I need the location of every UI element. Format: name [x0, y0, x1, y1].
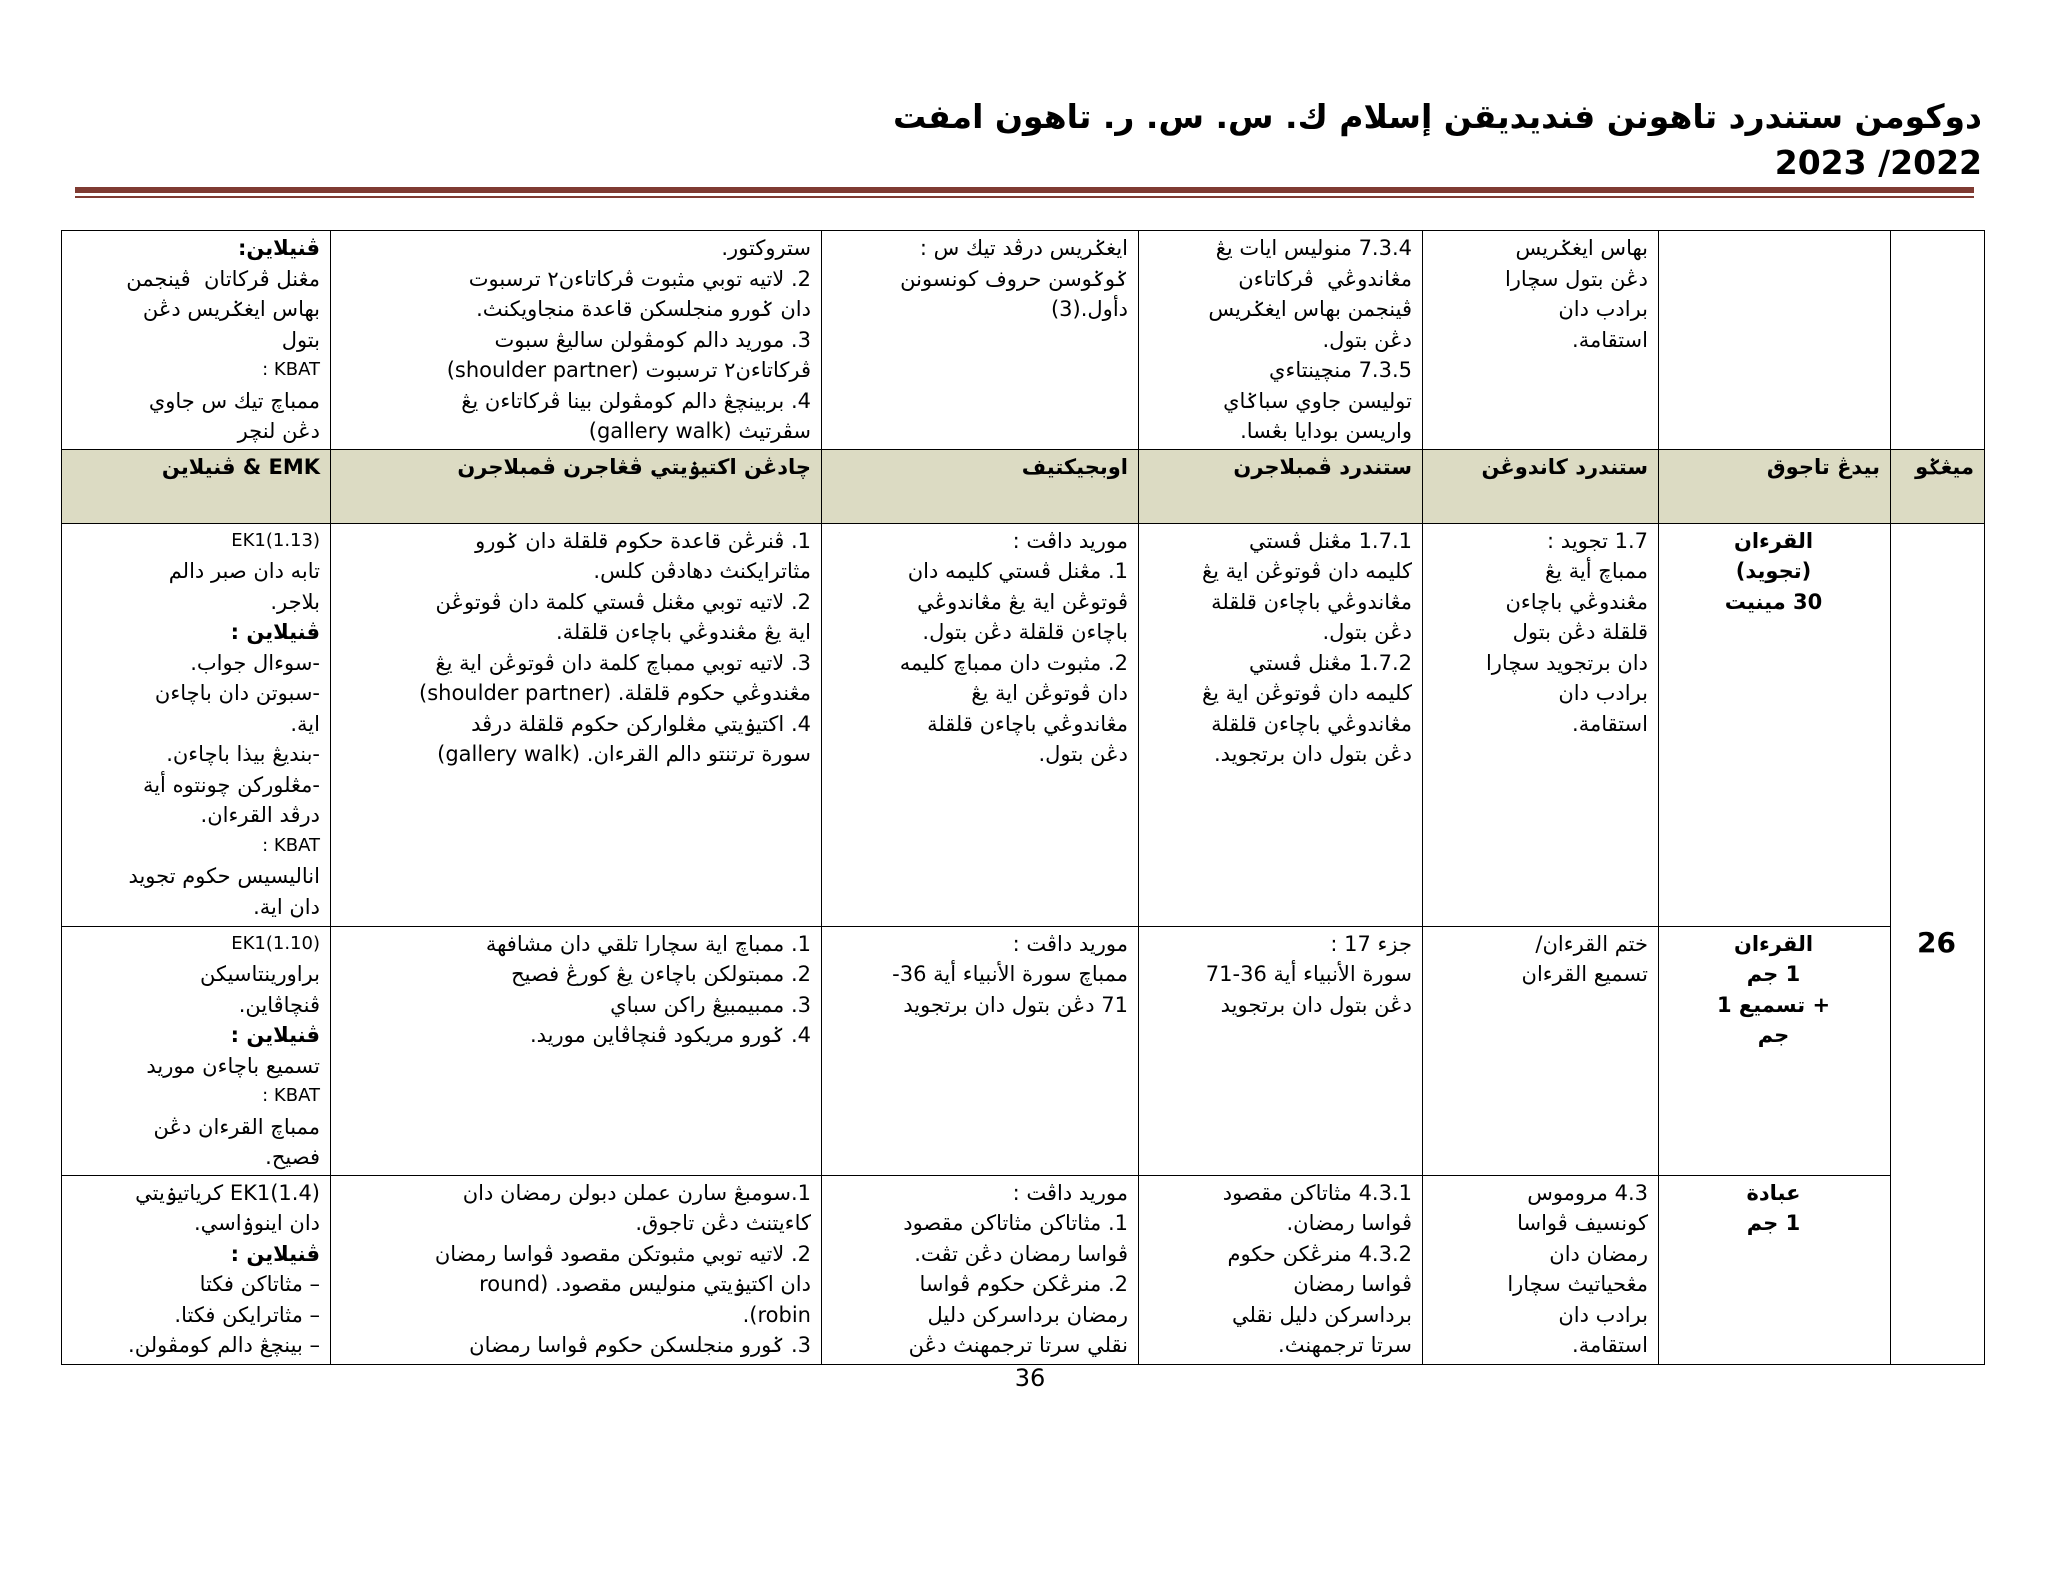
learning-standard-cell [1139, 1175, 1423, 1364]
cell-line: 2. لاتيه توبي مثبوت ڤركاتاءن٢ ترسبوت [468, 266, 811, 291]
cell-line: تسميع القرءان [1521, 962, 1648, 986]
cell-line: موريد داڤت : [1012, 528, 1128, 553]
cell-line: سورة ترتنتو دالم القرءان. (gallery walk) [437, 742, 811, 766]
cell-line: ڤواسا رمضان. [1286, 1211, 1412, 1235]
cell-line: دڠن بتول دان برتجويد. [1213, 742, 1412, 766]
header-content-standard: ستندرد كاندوڠن [1423, 449, 1659, 523]
cell-line: موريد داڤت : [1012, 1180, 1128, 1205]
carryover-activities-cell [331, 231, 822, 450]
cell-line: ختم القرءان/ [1535, 931, 1648, 956]
cell-line: -بنديڠ بيذا باچاءن. [166, 742, 320, 766]
cell-line: القرءان [1733, 528, 1814, 553]
header-objective: اوبجيكتيف [822, 449, 1139, 523]
cell-line: نقلي سرتا ترجمهنث دڠن [908, 1333, 1128, 1357]
cell-line: بلاجر. [270, 589, 320, 614]
header-learning-standard: ستندرد ڤمبلاجرن [1139, 449, 1423, 523]
page-number: 36 [1014, 1364, 1046, 1392]
cell-line: مڠحياتيث سچارا [1507, 1272, 1648, 1296]
cell-line: كونسيف ڤواسا [1517, 1211, 1648, 1235]
cell-line: (تجويد) [1735, 559, 1812, 583]
cell-line: براورينتاسيكن [200, 962, 320, 986]
cell-line: 3. موريد دالم كومڤولن ساليڠ سبوت [494, 327, 811, 352]
cell-line: درڤد القرءان. [200, 803, 320, 827]
cell-line: برادب دان [1558, 681, 1648, 705]
cell-line: مڠاندوڠي باچاءن قلقلة [1211, 589, 1412, 614]
cell-line: ڤنيلاين: [237, 236, 320, 260]
cell-line: فصيح. [265, 1145, 320, 1169]
header-topic: بيدڠ تاجوق [1659, 449, 1891, 523]
cell-line: مڠندوڠي حكوم قلقلة. (shoulder partner) [419, 681, 811, 705]
cell-line: سورة الأنبياء أية 36-71 [1205, 962, 1412, 986]
cell-line: دان اينوۏاسي. [193, 1211, 320, 1235]
emk-assessment-cell [62, 1175, 331, 1364]
cell-line: القرءان [1733, 931, 1814, 956]
cell-line: تسميع باچاءن موريد [146, 1053, 320, 1078]
header-emk: EMK & ڤنيلاين [62, 449, 331, 523]
cell-line: 7.3.5 منچينتاءي [1269, 358, 1412, 382]
cell-line: 1. ممباچ اية سچارا تلقي دان مشافهة [485, 931, 811, 956]
cell-line: كليمه دان ڤوتوڠن اية يڠ [1201, 559, 1412, 583]
cell-line: 2. منرڠكن حكوم ڤواسا [919, 1272, 1128, 1296]
cell-line: 1 جم [1746, 962, 1801, 986]
cell-line: ڤنيلاين : [230, 1023, 320, 1047]
cell-line: 71 دڠن بتول دان برتجويد [903, 992, 1128, 1017]
cell-line: رمضان دان [1549, 1241, 1648, 1266]
cell-line: 3. ݢورو منجلسكن حكوم ڤواسا رمضان [469, 1333, 811, 1357]
cell-line: دڠن بتول. [1322, 620, 1412, 644]
cell-line: 1. مڠنل ڤستي كليمه دان [907, 559, 1128, 583]
cell-line: KBAT : [262, 359, 320, 380]
cell-line: تابه دان صبر دالم [168, 559, 320, 583]
cell-line: عبادة [1746, 1180, 1801, 1205]
cell-line: robin). [742, 1302, 811, 1327]
carryover-week-cell [1891, 231, 1985, 450]
cell-line: – مثاتاكن فكتا [199, 1272, 320, 1296]
cell-line: مڠندوڠي باچاءن [1505, 589, 1648, 614]
cell-line: مڠنل ڤركاتان ڤينجمن [126, 266, 320, 291]
cell-line: 1.7.2 مڠنل ڤستي [1248, 650, 1412, 675]
cell-line: برادب دان [1558, 297, 1648, 321]
cell-line: مڠاندوڠي ڤركاتاءن [1238, 266, 1412, 291]
cell-line: دان اكتيۏيتي منوليس مقصود. (round [479, 1272, 811, 1296]
cell-line: ڤواسا رمضان دڠن تڤت. [914, 1241, 1128, 1266]
cell-line: بتول [281, 327, 320, 352]
cell-line: 3. ممبيمبيڠ راكن سباي [610, 992, 811, 1017]
objective-cell [822, 1175, 1139, 1364]
cell-line: ممباچ أية يڠ [1545, 559, 1648, 583]
cell-line: استقامة. [1572, 1333, 1648, 1357]
cell-line: 2. ممبتولكن باچاءن يڠ كورڠ فصيح [511, 962, 811, 986]
activities-cell [331, 523, 822, 926]
activities-cell [331, 926, 822, 1175]
carryover-learning-cell [1139, 231, 1423, 450]
carryover-objective-cell [822, 231, 1139, 450]
learning-standard-cell [1139, 523, 1423, 926]
document-title-line2: 2022/ 2023 [1774, 143, 1982, 182]
cell-line: باچاءن قلقلة دڠن بتول. [922, 620, 1128, 644]
cell-line: ڤنچاڤاين. [238, 992, 320, 1017]
cell-line: 1.7 تجويد : [1547, 528, 1648, 553]
cell-line: سڤرتيث (gallery walk) [588, 419, 811, 443]
cell-line: استقامة. [1572, 327, 1648, 352]
cell-line: EK1(1.13) [231, 529, 320, 551]
cell-line: واريسن بودايا بڠسا. [1240, 419, 1412, 443]
cell-line: رمضان برداسركن دليل [927, 1302, 1128, 1327]
cell-line: 4. بربينچڠ دالم كومڤولن بينا ڤركاتاءن يڠ [461, 388, 811, 413]
document-title [582, 94, 1982, 186]
objective-cell [822, 926, 1139, 1175]
document-title-line1: دوكومن ستندرد تاهونن فنديديقن إسلام ك. س. س. ر. تاهون امفت [892, 97, 1982, 136]
cell-line: ݢوݢوسن حروف كونسونن [900, 266, 1128, 291]
carryover-emk-cell [62, 231, 331, 450]
cell-line: دأول.(3) [1050, 297, 1128, 321]
cell-line: اناليسيس حكوم تجويد [128, 864, 320, 888]
cell-line: 4.3.1 مثاتاكن مقصود [1222, 1180, 1412, 1205]
cell-line: استقامة. [1572, 711, 1648, 736]
cell-line: KBAT : [262, 1085, 320, 1106]
cell-line: مڠاندوڠي باچاءن قلقلة [927, 711, 1128, 736]
cell-line: 2. لاتيه توبي مڠنل ڤستي كلمة دان ڤوتوڠن [435, 589, 811, 614]
topic-cell [1659, 926, 1891, 1175]
objective-cell [822, 523, 1139, 926]
cell-line: دڠن بتول. [1038, 742, 1128, 766]
cell-line: 1 جم [1746, 1211, 1801, 1235]
cell-line: جزء 17 : [1330, 931, 1412, 956]
cell-line: ستروكتور. [721, 236, 811, 260]
header-row [62, 449, 1985, 523]
cell-line: EK1(1.4) كرياتيۏيتي [135, 1180, 320, 1205]
cell-line: موريد داڤت : [1012, 931, 1128, 956]
cell-line: -سوءال جواب. [190, 650, 320, 675]
emk-assessment-cell [62, 523, 331, 926]
cell-line: ممباچ سورة الأنبياء أية 36- [892, 962, 1128, 986]
cell-line: ڤواسا رمضان [1293, 1272, 1412, 1296]
cell-line: دڠن بتول دان برتجويد [1220, 992, 1412, 1017]
cell-line: دان ݢورو منجلسكن قاعدة منجاويكنث. [476, 297, 811, 321]
lesson-plan-table [61, 230, 1985, 1365]
content-standard-cell [1423, 523, 1659, 926]
content-standard-cell [1423, 1175, 1659, 1364]
cell-line: اية. [290, 711, 320, 736]
carryover-topic-cell [1659, 231, 1891, 450]
cell-line: ايغݢريس درڤد تيك س : [919, 236, 1128, 260]
cell-line: بهاس ايغݢريس [1515, 236, 1648, 260]
cell-line: KBAT : [262, 834, 320, 856]
cell-line: توليسن جاوي سباݢاي [1223, 388, 1412, 413]
cell-line: 1.7.1 مڠنل ڤستي [1248, 528, 1412, 553]
cell-line: – بينچڠ دالم كومڤولن. [128, 1333, 320, 1357]
cell-line: 7.3.4 منوليس ايات يڠ [1215, 236, 1412, 260]
cell-line: كليمه دان ڤوتوڠن اية يڠ [1201, 681, 1412, 705]
cell-line: بهاس ايغݢريس دڠن [142, 297, 320, 321]
cell-line: مثاترايكنث دهادڤن كلس. [593, 559, 811, 583]
cell-line: جم [1757, 1023, 1790, 1047]
title-rule-thin [75, 196, 1974, 198]
cell-line: EK1(1.10) [231, 932, 320, 954]
cell-line: -سبوتن دان باچاءن [154, 681, 320, 705]
cell-line: دڠن لنچر [237, 419, 320, 443]
cell-line: اية يڠ مڠندوڠي باچاءن قلقلة. [556, 620, 811, 644]
cell-line: كاءيتنث دڠن تاجوق. [635, 1211, 811, 1235]
cell-line: 1. ڤنرڠن قاعدة حكوم قلقلة دان ݢورو [475, 528, 811, 553]
emk-assessment-cell [62, 926, 331, 1175]
cell-line: + تسميع 1 [1716, 992, 1831, 1017]
cell-line: ممباچ القرءان دڠن [153, 1114, 320, 1139]
cell-line: ڤركاتاءن٢ ترسبوت (shoulder partner) [446, 358, 811, 382]
content-standard-cell [1423, 926, 1659, 1175]
cell-line: ڤينجمن بهاس ايغݢريس [1208, 297, 1412, 321]
table-row [62, 523, 1985, 926]
cell-line: 2. لاتيه توبي مثبوتكن مقصود ڤواسا رمضان [434, 1241, 811, 1266]
week-number: 26 [1891, 523, 1985, 1364]
cell-line: 4.3 مروموس [1527, 1180, 1648, 1205]
cell-line: مڠاندوڠي باچاءن قلقلة [1211, 711, 1412, 736]
activities-cell [331, 1175, 822, 1364]
cell-line: سرتا ترجمهنث. [1278, 1333, 1412, 1357]
cell-line: 2. مثبوت دان ممباچ كليمه [899, 650, 1128, 675]
carryover-content-cell [1423, 231, 1659, 450]
cell-line: قلقلة دڠن بتول [1512, 620, 1648, 644]
carryover-row [62, 231, 1985, 450]
cell-line: – مثاترايكن فكتا. [174, 1302, 320, 1327]
cell-line: دڠن بتول. [1322, 327, 1412, 352]
cell-line: ممباچ تيك س جاوي [148, 388, 320, 413]
cell-line: -مڠلوركن چونتوه أية [142, 772, 320, 797]
cell-line: برداسركن دليل نقلي [1231, 1302, 1412, 1327]
cell-line: 1.سومبڠ سارن عملن دبولن رمضان دان [462, 1180, 811, 1205]
cell-line: دڠن بتول سچارا [1504, 266, 1648, 291]
learning-standard-cell [1139, 926, 1423, 1175]
cell-line: 3. لاتيه توبي ممباچ كلمة دان ڤوتوڠن اية يڠ [435, 650, 811, 675]
cell-line: برادب دان [1558, 1302, 1648, 1327]
table-row [62, 1175, 1985, 1364]
cell-line: دان برتجويد سچارا [1485, 650, 1648, 675]
cell-line: 30 مينيت [1724, 589, 1823, 614]
cell-line: 4. ݢورو مريكود ڤنچاڤاين موريد. [529, 1023, 811, 1047]
table-row [62, 926, 1985, 1175]
cell-line: ڤوتوڠن اية يڠ مڠاندوڠي [917, 589, 1128, 614]
header-activities: چادڠن اكتيۏيتي ڤڠاجرن ڤمبلاجرن [331, 449, 822, 523]
cell-line: ڤنيلاين : [230, 620, 320, 644]
topic-cell [1659, 1175, 1891, 1364]
cell-line: دان ڤوتوڠن اية يڠ [971, 681, 1128, 705]
topic-cell [1659, 523, 1891, 926]
cell-line: ڤنيلاين : [230, 1241, 320, 1266]
cell-line: 1. مثاتاكن مثاتاكن مقصود [903, 1211, 1128, 1235]
cell-line: دان اية. [253, 894, 320, 919]
cell-line: 4.3.2 منرڠكن حكوم [1227, 1241, 1412, 1266]
cell-line: 4. اكتيۏيتي مڠلواركن حكوم قلقلة درڤد [471, 711, 811, 736]
header-week: ميڠݢو [1891, 449, 1985, 523]
title-rule-thick [75, 187, 1974, 193]
